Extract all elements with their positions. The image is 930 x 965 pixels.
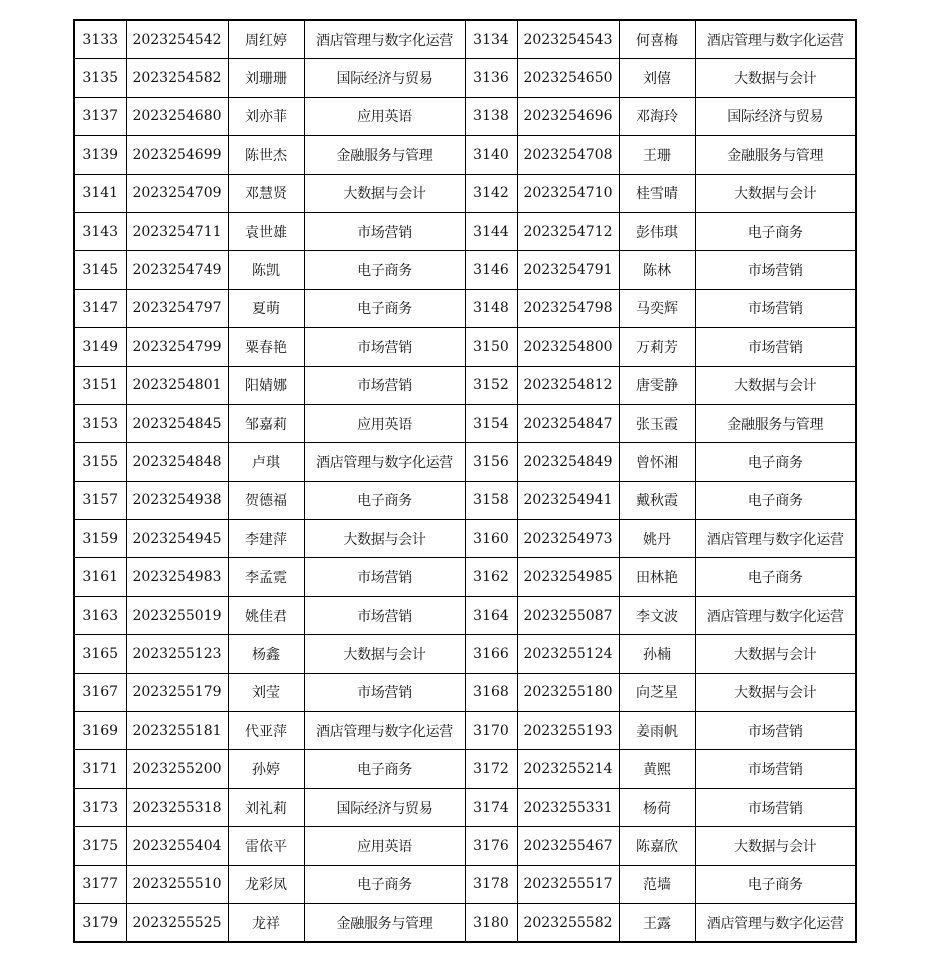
student-name-cell: 杨荷	[619, 788, 695, 826]
record-number-cell: 3153	[74, 404, 126, 442]
student-id-cell: 2023254847	[517, 404, 619, 442]
student-name-cell: 邓海玲	[619, 97, 695, 135]
major-cell: 电子商务	[304, 289, 465, 327]
table-row	[74, 404, 856, 442]
student-name-cell: 万莉芳	[619, 328, 695, 366]
student-id-cell: 2023254848	[126, 443, 228, 481]
major-cell: 大数据与会计	[695, 59, 856, 97]
major-cell: 国际经济与贸易	[304, 59, 465, 97]
record-number-cell: 3166	[465, 635, 517, 673]
record-number-cell: 3156	[465, 443, 517, 481]
major-cell: 酒店管理与数字化运营	[695, 20, 856, 59]
student-id-cell: 2023254849	[517, 443, 619, 481]
student-name-cell: 邓慧贤	[228, 174, 304, 212]
table-row	[74, 558, 856, 596]
student-name-cell: 陈嘉欣	[619, 827, 695, 865]
record-number-cell: 3159	[74, 520, 126, 558]
student-id-cell: 2023254801	[126, 366, 228, 404]
student-id-cell: 2023255019	[126, 596, 228, 634]
record-number-cell: 3150	[465, 328, 517, 366]
major-cell: 电子商务	[304, 481, 465, 519]
record-number-cell: 3165	[74, 635, 126, 673]
major-cell: 市场营销	[695, 712, 856, 750]
record-number-cell: 3171	[74, 750, 126, 788]
major-cell: 电子商务	[304, 750, 465, 788]
table-row	[74, 251, 856, 289]
student-name-cell: 田林艳	[619, 558, 695, 596]
major-cell: 电子商务	[695, 481, 856, 519]
student-name-cell: 刘僖	[619, 59, 695, 97]
record-number-cell: 3145	[74, 251, 126, 289]
student-name-cell: 杨鑫	[228, 635, 304, 673]
major-cell: 市场营销	[695, 788, 856, 826]
student-name-cell: 王露	[619, 903, 695, 942]
student-name-cell: 贺德福	[228, 481, 304, 519]
record-number-cell: 3167	[74, 673, 126, 711]
record-number-cell: 3180	[465, 903, 517, 942]
student-list-table	[73, 19, 857, 943]
record-number-cell: 3142	[465, 174, 517, 212]
record-number-cell: 3172	[465, 750, 517, 788]
student-name-cell: 刘莹	[228, 673, 304, 711]
major-cell: 大数据与会计	[304, 520, 465, 558]
record-number-cell: 3179	[74, 903, 126, 942]
student-id-cell: 2023254812	[517, 366, 619, 404]
record-number-cell: 3173	[74, 788, 126, 826]
record-number-cell: 3136	[465, 59, 517, 97]
table-row	[74, 443, 856, 481]
student-name-cell: 袁世雄	[228, 212, 304, 250]
student-id-cell: 2023254983	[126, 558, 228, 596]
student-name-cell: 夏萌	[228, 289, 304, 327]
student-id-cell: 2023254696	[517, 97, 619, 135]
major-cell: 市场营销	[695, 289, 856, 327]
table-body	[74, 20, 856, 942]
student-name-cell: 阳婧娜	[228, 366, 304, 404]
student-id-cell: 2023254708	[517, 136, 619, 174]
major-cell: 酒店管理与数字化运营	[695, 520, 856, 558]
table-row	[74, 712, 856, 750]
major-cell: 国际经济与贸易	[695, 97, 856, 135]
student-name-cell: 戴秋霞	[619, 481, 695, 519]
student-name-cell: 马奕辉	[619, 289, 695, 327]
student-name-cell: 向芝星	[619, 673, 695, 711]
student-id-cell: 2023254749	[126, 251, 228, 289]
record-number-cell: 3175	[74, 827, 126, 865]
table-row	[74, 903, 856, 942]
record-number-cell: 3161	[74, 558, 126, 596]
student-name-cell: 桂雪晴	[619, 174, 695, 212]
record-number-cell: 3143	[74, 212, 126, 250]
student-id-cell: 2023255331	[517, 788, 619, 826]
student-id-cell: 2023254712	[517, 212, 619, 250]
table-row	[74, 520, 856, 558]
record-number-cell: 3147	[74, 289, 126, 327]
student-name-cell: 姚丹	[619, 520, 695, 558]
major-cell: 市场营销	[304, 366, 465, 404]
student-id-cell: 2023255517	[517, 865, 619, 903]
student-name-cell: 孙婷	[228, 750, 304, 788]
student-id-cell: 2023255525	[126, 903, 228, 942]
student-name-cell: 刘珊珊	[228, 59, 304, 97]
record-number-cell: 3151	[74, 366, 126, 404]
major-cell: 国际经济与贸易	[304, 788, 465, 826]
student-name-cell: 唐雯静	[619, 366, 695, 404]
record-number-cell: 3178	[465, 865, 517, 903]
student-id-cell: 2023254941	[517, 481, 619, 519]
student-id-cell: 2023255180	[517, 673, 619, 711]
table-row	[74, 827, 856, 865]
student-id-cell: 2023254650	[517, 59, 619, 97]
student-id-cell: 2023254800	[517, 328, 619, 366]
student-id-cell: 2023255510	[126, 865, 228, 903]
major-cell: 应用英语	[304, 97, 465, 135]
record-number-cell: 3177	[74, 865, 126, 903]
major-cell: 市场营销	[695, 328, 856, 366]
major-cell: 金融服务与管理	[304, 136, 465, 174]
major-cell: 电子商务	[304, 865, 465, 903]
student-id-cell: 2023254542	[126, 20, 228, 59]
student-name-cell: 孙楠	[619, 635, 695, 673]
student-id-cell: 2023254985	[517, 558, 619, 596]
major-cell: 酒店管理与数字化运营	[304, 20, 465, 59]
record-number-cell: 3164	[465, 596, 517, 634]
record-number-cell: 3174	[465, 788, 517, 826]
student-name-cell: 龙彩凤	[228, 865, 304, 903]
record-number-cell: 3158	[465, 481, 517, 519]
student-id-cell: 2023254582	[126, 59, 228, 97]
major-cell: 市场营销	[304, 558, 465, 596]
table-row	[74, 635, 856, 673]
table-row	[74, 366, 856, 404]
record-number-cell: 3140	[465, 136, 517, 174]
major-cell: 酒店管理与数字化运营	[304, 443, 465, 481]
student-name-cell: 陈世杰	[228, 136, 304, 174]
student-name-cell: 张玉霞	[619, 404, 695, 442]
major-cell: 电子商务	[695, 443, 856, 481]
student-id-cell: 2023255200	[126, 750, 228, 788]
student-id-cell: 2023254797	[126, 289, 228, 327]
major-cell: 大数据与会计	[304, 174, 465, 212]
student-id-cell: 2023255123	[126, 635, 228, 673]
table-row	[74, 97, 856, 135]
record-number-cell: 3139	[74, 136, 126, 174]
major-cell: 市场营销	[304, 212, 465, 250]
record-number-cell: 3170	[465, 712, 517, 750]
record-number-cell: 3134	[465, 20, 517, 59]
student-name-cell: 姜雨帆	[619, 712, 695, 750]
student-id-cell: 2023255193	[517, 712, 619, 750]
major-cell: 应用英语	[304, 404, 465, 442]
major-cell: 市场营销	[695, 750, 856, 788]
student-id-cell: 2023254973	[517, 520, 619, 558]
major-cell: 金融服务与管理	[695, 404, 856, 442]
major-cell: 大数据与会计	[304, 635, 465, 673]
student-id-cell: 2023254791	[517, 251, 619, 289]
student-name-cell: 范墙	[619, 865, 695, 903]
record-number-cell: 3133	[74, 20, 126, 59]
student-id-cell: 2023254711	[126, 212, 228, 250]
student-name-cell: 黄熙	[619, 750, 695, 788]
student-id-cell: 2023254938	[126, 481, 228, 519]
student-id-cell: 2023254798	[517, 289, 619, 327]
record-number-cell: 3138	[465, 97, 517, 135]
table-row	[74, 750, 856, 788]
student-id-cell: 2023254680	[126, 97, 228, 135]
student-id-cell: 2023254799	[126, 328, 228, 366]
student-name-cell: 彭伟琪	[619, 212, 695, 250]
student-name-cell: 周红婷	[228, 20, 304, 59]
student-name-cell: 陈凯	[228, 251, 304, 289]
major-cell: 市场营销	[304, 673, 465, 711]
student-name-cell: 卢琪	[228, 443, 304, 481]
record-number-cell: 3155	[74, 443, 126, 481]
major-cell: 电子商务	[304, 251, 465, 289]
major-cell: 市场营销	[304, 596, 465, 634]
student-name-cell: 姚佳君	[228, 596, 304, 634]
record-number-cell: 3137	[74, 97, 126, 135]
student-name-cell: 刘亦菲	[228, 97, 304, 135]
record-number-cell: 3135	[74, 59, 126, 97]
major-cell: 金融服务与管理	[695, 136, 856, 174]
major-cell: 电子商务	[695, 865, 856, 903]
table-row	[74, 328, 856, 366]
student-name-cell: 邹嘉莉	[228, 404, 304, 442]
record-number-cell: 3160	[465, 520, 517, 558]
student-id-cell: 2023254945	[126, 520, 228, 558]
table-row	[74, 20, 856, 59]
record-number-cell: 3148	[465, 289, 517, 327]
student-id-cell: 2023254543	[517, 20, 619, 59]
table-row	[74, 788, 856, 826]
record-number-cell: 3152	[465, 366, 517, 404]
student-name-cell: 王珊	[619, 136, 695, 174]
student-name-cell: 陈林	[619, 251, 695, 289]
student-id-cell: 2023255467	[517, 827, 619, 865]
student-id-cell: 2023254709	[126, 174, 228, 212]
student-id-cell: 2023255179	[126, 673, 228, 711]
student-name-cell: 代亚萍	[228, 712, 304, 750]
student-name-cell: 李建萍	[228, 520, 304, 558]
record-number-cell: 3144	[465, 212, 517, 250]
student-name-cell: 粟春艳	[228, 328, 304, 366]
student-id-cell: 2023255318	[126, 788, 228, 826]
student-name-cell: 李孟霓	[228, 558, 304, 596]
major-cell: 酒店管理与数字化运营	[695, 903, 856, 942]
student-id-cell: 2023255124	[517, 635, 619, 673]
major-cell: 大数据与会计	[695, 366, 856, 404]
student-name-cell: 李文波	[619, 596, 695, 634]
student-id-cell: 2023254710	[517, 174, 619, 212]
major-cell: 大数据与会计	[695, 673, 856, 711]
table-row	[74, 865, 856, 903]
record-number-cell: 3157	[74, 481, 126, 519]
record-number-cell: 3162	[465, 558, 517, 596]
student-name-cell: 曾怀湘	[619, 443, 695, 481]
student-id-cell: 2023254845	[126, 404, 228, 442]
record-number-cell: 3154	[465, 404, 517, 442]
student-name-cell: 龙祥	[228, 903, 304, 942]
major-cell: 大数据与会计	[695, 827, 856, 865]
record-number-cell: 3176	[465, 827, 517, 865]
table-row	[74, 596, 856, 634]
major-cell: 酒店管理与数字化运营	[304, 712, 465, 750]
record-number-cell: 3146	[465, 251, 517, 289]
student-name-cell: 何喜梅	[619, 20, 695, 59]
student-id-cell: 2023255181	[126, 712, 228, 750]
major-cell: 应用英语	[304, 827, 465, 865]
student-id-cell: 2023254699	[126, 136, 228, 174]
major-cell: 市场营销	[304, 328, 465, 366]
major-cell: 电子商务	[695, 212, 856, 250]
major-cell: 大数据与会计	[695, 635, 856, 673]
student-id-cell: 2023255214	[517, 750, 619, 788]
major-cell: 电子商务	[695, 558, 856, 596]
student-name-cell: 刘礼莉	[228, 788, 304, 826]
record-number-cell: 3149	[74, 328, 126, 366]
student-id-cell: 2023255087	[517, 596, 619, 634]
record-number-cell: 3163	[74, 596, 126, 634]
major-cell: 金融服务与管理	[304, 903, 465, 942]
record-number-cell: 3169	[74, 712, 126, 750]
table-row	[74, 174, 856, 212]
table-row	[74, 673, 856, 711]
student-id-cell: 2023255404	[126, 827, 228, 865]
major-cell: 市场营销	[695, 251, 856, 289]
table-row	[74, 136, 856, 174]
record-number-cell: 3141	[74, 174, 126, 212]
table-row	[74, 481, 856, 519]
student-name-cell: 雷依平	[228, 827, 304, 865]
major-cell: 大数据与会计	[695, 174, 856, 212]
table-row	[74, 59, 856, 97]
record-number-cell: 3168	[465, 673, 517, 711]
table-row	[74, 212, 856, 250]
student-id-cell: 2023255582	[517, 903, 619, 942]
major-cell: 酒店管理与数字化运营	[695, 596, 856, 634]
table-row	[74, 289, 856, 327]
